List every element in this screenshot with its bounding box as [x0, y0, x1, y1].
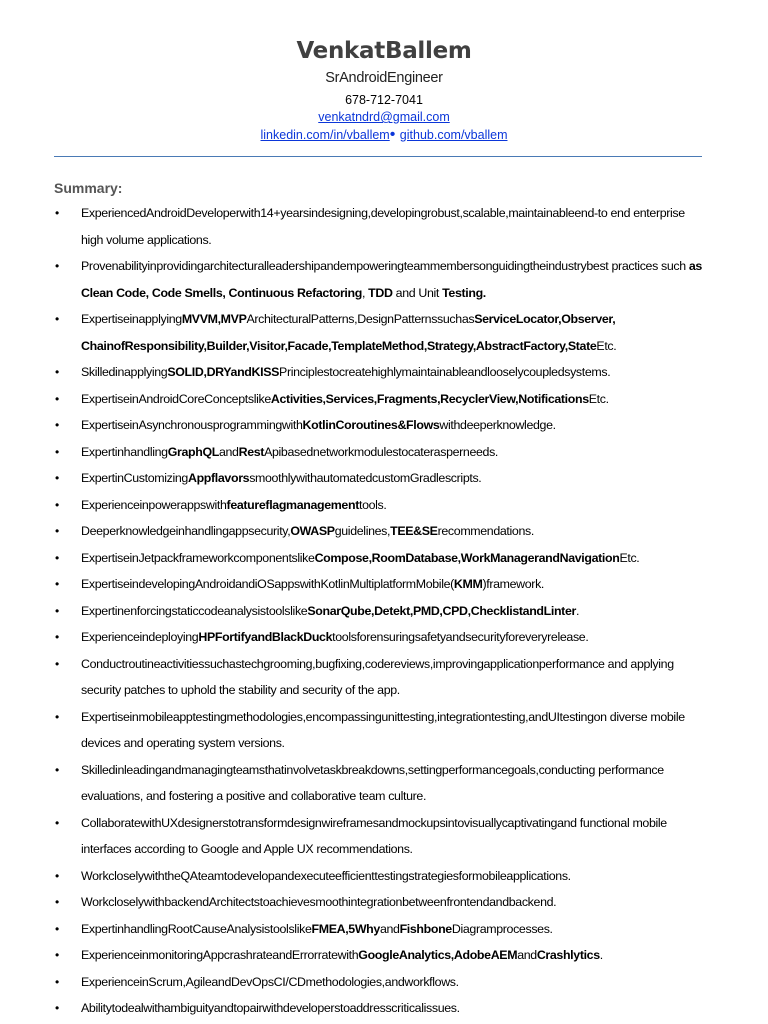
bold-text-run: KotlinCoroutines&Flows: [302, 418, 440, 432]
text-run: Provenabilityinprovidingarchitecturalleadershipandempoweringteammembersonguidingtheindustrybest practices such: [81, 259, 689, 273]
text-run: smoothlywithautomatedcustomGradlescripts.: [249, 471, 482, 485]
summary-list-item: [0, 465, 768, 492]
text-run: .: [599, 948, 603, 962]
summary-list-item: [0, 518, 768, 545]
bold-text-run: Crashlytics: [536, 948, 600, 962]
text-run: Conductroutineactivitiessuchastechgrooming,bugfixing,codereviews,improvingapplicationperformance and applying security patches to uphold the stability and security of the app.: [81, 656, 674, 697]
bullet-marker: •: [55, 868, 59, 883]
text-run: withdeeperknowledge.: [439, 418, 556, 432]
bold-text-run: Appflavors: [187, 471, 250, 485]
bold-text-run: TEE&SE: [390, 524, 438, 538]
bold-text-run: Activities,Services,Fragments,RecyclerView,Notifications: [270, 391, 589, 406]
text-run: Etc.: [588, 391, 609, 406]
text-run: and: [218, 444, 239, 459]
text-run: WorkcloselywiththeQAteamtodevelopandexecuteefficienttestingstrategiesformobileapplications.: [81, 868, 571, 883]
bullet-marker: •: [55, 603, 59, 618]
summary-list-item: [0, 492, 768, 519]
bold-text-run: SOLID,DRYandKISS: [167, 365, 280, 379]
summary-list-item: [0, 704, 768, 757]
text-run: Etc.: [619, 550, 640, 565]
bullet-marker: •: [55, 974, 59, 989]
text-run: ExperiencedAndroidDeveloperwith14+yearsindesigning,developingrobust,scalable,maintainableend-to end enterprise high volume applications.: [81, 206, 685, 247]
summary-list-item: [0, 995, 768, 1022]
bullet-marker: •: [55, 656, 59, 671]
text-run: ExpertinCustomizing: [81, 471, 188, 485]
summary-list-item: [0, 942, 768, 969]
bullet-marker: •: [55, 365, 59, 379]
summary-list-item: [0, 810, 768, 863]
email-link[interactable]: venkatndrd@gmail.com: [318, 110, 450, 124]
text-run: Experienceindeploying: [81, 630, 199, 644]
text-run: ,: [361, 285, 369, 300]
text-run: Apibasednetworkmodulestocaterasperneeds.: [264, 444, 499, 459]
text-run: Expertinenforcingstaticcodeanalysistoolslike: [81, 603, 308, 618]
summary-list-item: [0, 863, 768, 890]
summary-list-item: [0, 651, 768, 704]
bullet-marker: •: [55, 497, 59, 512]
header-divider: [54, 156, 702, 157]
bold-text-run: FMEA,5Why: [311, 921, 380, 936]
bold-text-run: Testing.: [442, 285, 486, 300]
bullet-marker: •: [55, 895, 59, 909]
text-run: Etc.: [596, 338, 617, 353]
bullet-marker: •: [55, 524, 59, 538]
text-run: ExperienceinScrum,AgileandDevOpsCI/CDmethodologies,andworkflows.: [81, 974, 459, 989]
bullet-marker: •: [55, 418, 59, 432]
text-run: ExpertiseinAsynchronousprogrammingwith: [81, 418, 303, 432]
text-run: ExperienceinmonitoringAppcrashrateandErrorratewith: [81, 948, 359, 962]
text-run: CollaboratewithUXdesignerstotransformdesignwireframesandmockupsintovisuallycaptivatingand functional mobile interfaces according to Google and Apple UX recommendations.: [81, 815, 667, 856]
bullet-marker: •: [55, 921, 59, 936]
bullet-marker: •: [55, 471, 59, 485]
summary-list-item: [0, 598, 768, 625]
text-run: Deeperknowledgeinhandlingappsecurity,: [81, 524, 291, 538]
bullet-marker: •: [55, 709, 59, 724]
text-run: tools.: [358, 497, 387, 512]
bold-text-run: GoogleAnalytics,AdobeAEM: [358, 948, 518, 962]
bold-text-run: SonarQube,Detekt,PMD,CPD,ChecklistandLinter: [307, 603, 576, 618]
text-run: WorkcloselywithbackendArchitectstoachievesmoothintegrationbetweenfrontendandbackend.: [81, 895, 557, 909]
text-run: Principlestocreatehighlymaintainableandlooselycoupledsystems.: [279, 365, 611, 379]
text-run: ExpertiseinJetpackframeworkcomponentslike: [81, 550, 315, 565]
text-run: Expertiseinapplying: [81, 312, 182, 326]
text-run: )framework.: [482, 577, 545, 591]
summary-heading: Summary:: [54, 180, 123, 196]
bullet-marker: •: [55, 259, 59, 273]
text-run: ArchitecturalPatterns,DesignPatternssuchas: [246, 312, 475, 326]
resume-header: [0, 36, 768, 144]
candidate-name: VenkatBallem: [296, 38, 472, 64]
text-run: toolsforensuringsafetyandsecurityforeveryrelease.: [332, 630, 589, 644]
text-run: Abilitytodealwithambiguityandtopairwithdeveloperstoaddresscriticalissues.: [81, 1001, 460, 1015]
linkedin-link[interactable]: linkedin.com/in/vballem: [260, 128, 390, 142]
text-run: Skilledinleadingandmanagingteamsthatinvolvetaskbreakdowns,settingperformancegoals,conducting performance evaluations, and fostering a positive and collaborative team culture.: [81, 762, 664, 803]
text-run: recommendations.: [437, 524, 534, 538]
summary-list-item: [0, 200, 768, 253]
summary-list-item: [0, 545, 768, 572]
bullet-marker: •: [55, 815, 59, 830]
bold-text-run: Rest: [238, 444, 265, 459]
text-run: ExpertinhandlingRootCauseAnalysistoolslike: [81, 921, 312, 936]
text-run: Expertiseinmobileapptestingmethodologies,encompassingunittesting,integrationtesting,andUItestingon diverse mobile devices and operating system versions.: [81, 709, 685, 750]
bullet-marker: •: [55, 312, 59, 326]
bold-text-run: GraphQL: [167, 444, 219, 459]
bold-text-run: TDD: [368, 285, 393, 300]
text-run: Expertinhandling: [81, 444, 168, 459]
summary-list-item: [0, 916, 768, 943]
text-run: Skilledinapplying: [81, 365, 168, 379]
text-run: .: [575, 603, 580, 618]
bullet-marker: •: [55, 1001, 59, 1015]
contact-separator: •: [389, 126, 396, 143]
bold-text-run: ServiceLocator,Observer, ChainofResponsibility,Builder,Visitor,Facade,TemplateMethod,Strategy,AbstractFactory,State: [81, 312, 616, 353]
bullet-marker: •: [55, 206, 59, 220]
summary-list-item: [0, 359, 768, 386]
summary-list: [0, 200, 768, 1022]
bullet-marker: •: [55, 948, 59, 962]
summary-list-item: [0, 571, 768, 598]
bold-text-run: featureflagmanagement: [226, 497, 359, 512]
summary-list-item: [0, 386, 768, 413]
bullet-marker: •: [55, 444, 59, 459]
summary-list-item: [0, 624, 768, 651]
text-run: ExpertiseindevelopingAndroidandiOSappswithKotlinMultiplatformMobile(: [81, 577, 454, 591]
text-run: ExpertiseinAndroidCoreConceptslike: [81, 391, 271, 406]
bold-text-run: Compose,RoomDatabase,WorkManagerandNavigation: [314, 550, 620, 565]
text-run: and: [379, 921, 400, 936]
text-run: guidelines,: [334, 524, 391, 538]
bold-text-run: HPFortifyandBlackDuck: [198, 630, 333, 644]
bold-text-run: MVVM,MVP: [181, 312, 247, 326]
text-run: Diagramprocesses.: [451, 921, 553, 936]
bold-text-run: Fishbone: [399, 921, 452, 936]
bullet-marker: •: [55, 630, 59, 644]
text-run: Experienceinpowerappswith: [81, 497, 227, 512]
bold-text-run: KMM: [453, 577, 483, 591]
bullet-marker: •: [55, 550, 59, 565]
bullet-marker: •: [55, 391, 59, 406]
bullet-marker: •: [55, 577, 59, 591]
bold-text-run: as Clean Code, Code Smells, Continuous Refactoring: [81, 259, 702, 300]
summary-list-item: [0, 969, 768, 996]
bold-text-run: OWASP: [290, 524, 335, 538]
summary-list-item: [0, 412, 768, 439]
text-run: and: [517, 948, 537, 962]
bullet-marker: •: [55, 762, 59, 777]
job-title: SrAndroidEngineer: [325, 70, 443, 86]
summary-list-item: [0, 757, 768, 810]
phone-number: 678-712-7041: [345, 93, 423, 107]
summary-list-item: [0, 439, 768, 466]
summary-list-item: [0, 306, 768, 359]
summary-list-item: [0, 253, 768, 306]
text-run: and Unit: [392, 285, 443, 300]
summary-list-item: [0, 889, 768, 916]
github-link[interactable]: github.com/vballem: [399, 128, 508, 142]
